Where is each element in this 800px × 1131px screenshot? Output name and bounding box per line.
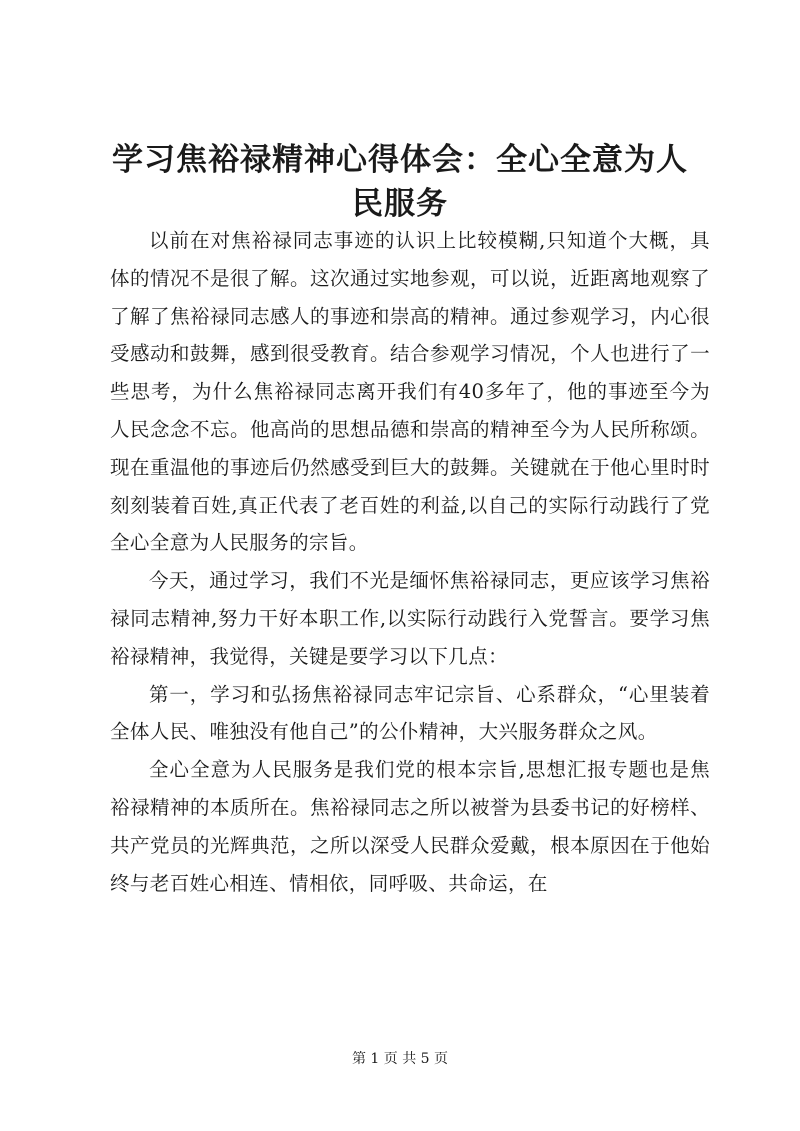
document-title: 学习焦裕禄精神心得体会：全心全意为人民服务 — [112, 142, 688, 222]
document-body — [110, 222, 710, 902]
paragraph-intro: 以前在对焦裕禄同志事迹的认识上比较模糊,只知道个大概，具体的情况不是很了解。这次通过实地参观，可以说，近距离地观察了了解了焦裕禄同志感人的事迹和崇高的精神。通过参观学习，内心很受感动和鼓舞，感到很受教育。结合参观学习情况，个人也进行了一些思考，为什么焦裕禄同志离开我们有40多年了，他的事迹至今为人民念念不忘。他高尚的思想品德和崇高的精神至今为人民所称颂。现在重温他的事迹后仍然感受到巨大的鼓舞。关键就在于他心里时时刻刻装着百姓,真正代表了老百姓的利益,以自己的实际行动践行了党全心全意为人民服务的宗旨。 — [110, 229, 710, 555]
page-footer: 第 1 页 共 5 页 — [351, 1051, 449, 1067]
paragraph-purpose: 全心全意为人民服务是我们党的根本宗旨,思想汇报专题也是焦裕禄精神的本质所在。焦裕禄同志之所以被誉为县委书记的好榜样、共产党员的光辉典范，之所以深受人民群众爱戴，根本原因在于他始终与老百姓心相连、情相依，同呼吸、共命运，在 — [110, 758, 710, 895]
paragraph-today: 今天，通过学习，我们不光是缅怀焦裕禄同志，更应该学习焦裕禄同志精神,努力干好本职工作,以实际行动践行入党誓言。要学习焦裕禄精神，我觉得，关键是要学习以下几点： — [110, 569, 710, 668]
paragraph-first-point: 第一，学习和弘扬焦裕禄同志牢记宗旨、心系群众，“心里装着全体人民、唯独没有他自己”的公仆精神，大兴服务群众之风。 — [110, 682, 710, 744]
